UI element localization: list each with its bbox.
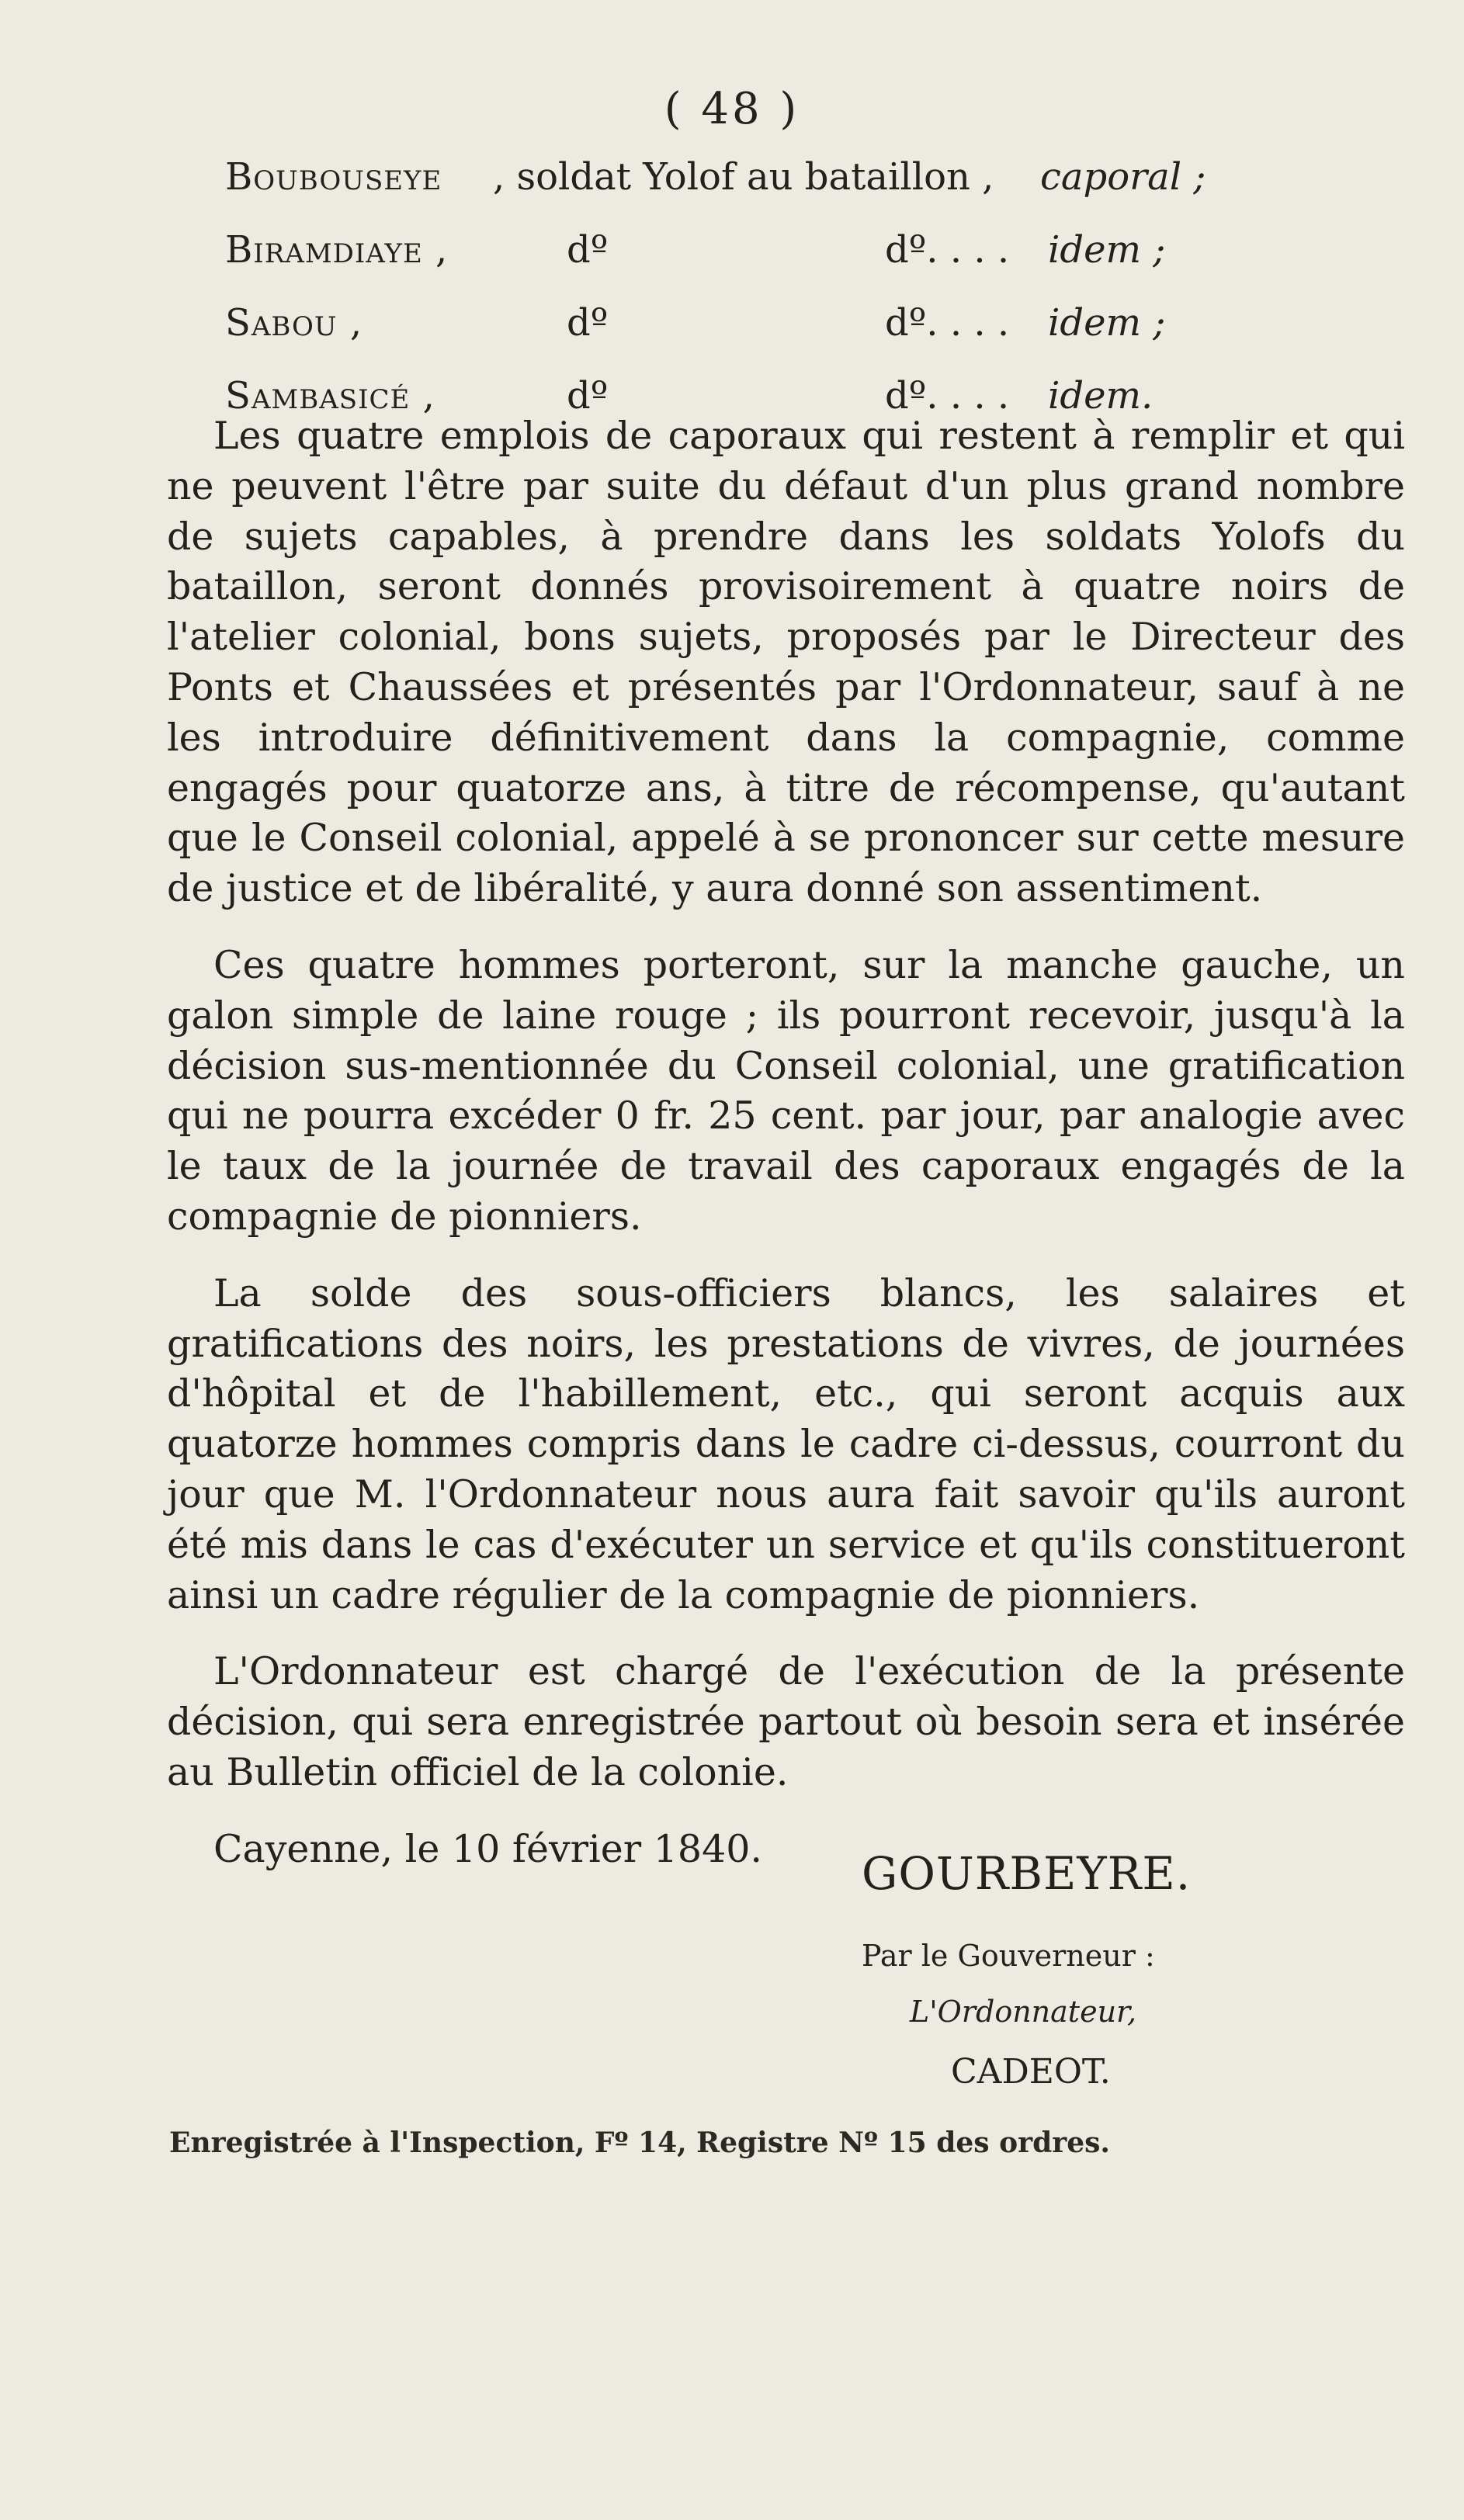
roster-ditto: dº. . . . — [885, 301, 1010, 345]
roster-row — [225, 228, 1265, 301]
roster-rank: idem ; — [1048, 228, 1166, 272]
registration-note: Enregistrée à l'Inspection, Fº 14, Registre Nº 15 des ordres. — [169, 2127, 1110, 2159]
signature-role: L'Ordonnateur, — [910, 1995, 1137, 2029]
date-line: Cayenne, le 10 février 1840. — [213, 1826, 763, 1871]
roster-name: Biramdiaye , — [225, 228, 449, 272]
roster-ditto: dº — [567, 374, 609, 418]
body-text — [167, 411, 1405, 1901]
roster-list — [225, 155, 1265, 447]
roster-description: , soldat Yolof au bataillon , — [493, 155, 994, 199]
signature-by-line: Par le Gouverneur : — [862, 1939, 1155, 1973]
paragraph: La solde des sous-officiers blancs, les salaires et gratifications des noirs, les prestations de vivres, de journées d'hôpital et de l'habillement, etc., qui seront acquis aux quatorze hommes compris dans le cadre ci-dessus, courront du jour que M. l'Ordonnateur nous aura fait savoir qu'ils auront été mis dans le cas d'exécuter un service et qu'ils constitueront ainsi un cadre régulier de la compagnie de pionniers. — [167, 1270, 1405, 1617]
roster-ditto: dº — [567, 228, 609, 272]
roster-ditto: dº — [567, 301, 609, 345]
roster-row — [225, 301, 1265, 374]
roster-name: Sambasicé , — [225, 374, 435, 418]
ordonnateur-signature: CADEOT. — [951, 2052, 1111, 2092]
paragraph: Les quatre emplois de caporaux qui restent à remplir et qui ne peuvent l'être par suite du défaut d'un plus grand nombre de sujets capables, à prendre dans les soldats Yolofs du bataillon, seront donnés provisoirement à quatre noirs de l'atelier colonial, bons sujets, proposés par le Directeur des Ponts et Chaussées et présentés par l'Ordonnateur, sauf à ne les introduire définitivement dans la compagnie, comme engagés pour quatorze ans, à titre de récompense, qu'autant que le Conseil colonial, appelé à se prononcer sur cette mesure de justice et de libéralité, y aura donné son assentiment. — [167, 414, 1405, 911]
roster-name: Boubouseye — [225, 155, 442, 199]
page-number: ( 48 ) — [664, 84, 800, 134]
roster-rank: caporal ; — [1040, 155, 1206, 199]
roster-ditto: dº. . . . — [885, 228, 1010, 272]
governor-signature: GOURBEYRE. — [862, 1847, 1192, 1900]
roster-ditto: dº. . . . — [885, 374, 1010, 418]
roster-name: Sabou , — [225, 301, 363, 345]
roster-rank: idem. — [1048, 374, 1154, 418]
roster-rank: idem ; — [1048, 301, 1166, 345]
roster-row — [225, 155, 1265, 228]
paragraph: Ces quatre hommes porteront, sur la manche gauche, un galon simple de laine rouge ; ils pourront recevoir, jusqu'à la décision sus-mentionnée du Conseil colonial, une gratification qui ne pourra excéder 0 fr. 25 cent. par jour, par analogie avec le taux de la journée de travail des caporaux engagés de la compagnie de pionniers. — [167, 942, 1405, 1239]
paragraph: L'Ordonnateur est chargé de l'exécution de la présente décision, qui sera enregistrée partout où besoin sera et insérée au Bulletin officiel de la colonie. — [167, 1649, 1405, 1794]
